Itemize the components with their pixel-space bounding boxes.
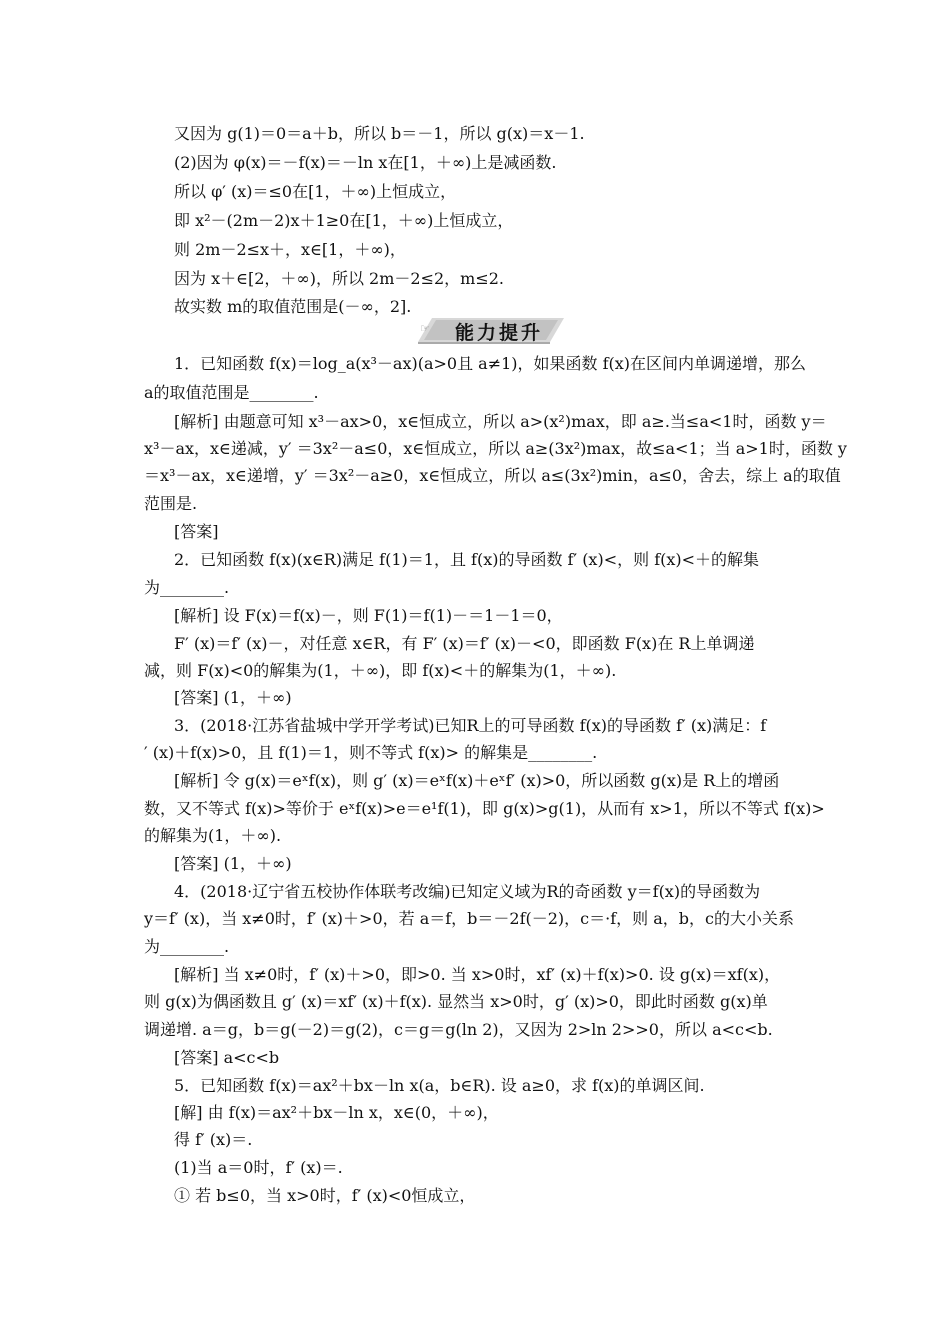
analysis-line: 减，则 F(x)<0的解集为(1，＋∞)，即 f(x)<＋的解集为(1，＋∞). xyxy=(144,661,617,680)
solution-line: 得 f′ (x)＝. xyxy=(174,1130,253,1149)
analysis-line: [解析] 由题意可知 x³－ax>0，x∈恒成立，所以 a>(x²)max，即 a≥.当≤a<1时，函数 y＝ xyxy=(174,412,827,431)
problem-line: 4．(2018·辽宁省五校协作体联考改编)已知定义域为R的奇函数 y＝f(x)的导函数为 xyxy=(174,882,761,901)
svg-text:☞: ☞ xyxy=(420,322,430,335)
analysis-line: 数，又不等式 f(x)>等价于 eˣf(x)>e＝e¹f(1)，即 g(x)>g(1)，从而有 x>1，所以不等式 f(x)> xyxy=(144,799,825,818)
problem-line: y＝f′ (x)，当 x≠0时，f′ (x)＋>0，若 a＝f，b＝－2f(－2)，c＝·f，则 a，b，c的大小关系 xyxy=(144,909,794,928)
answer-line: [答案] a<c<b xyxy=(174,1048,280,1067)
problem-line: ′ (x)＋f(x)>0，且 f(1)＝1，则不等式 f(x)> 的解集是________. xyxy=(144,743,598,762)
problem-line: 为________. xyxy=(144,937,230,956)
solution-line: 所以 φ′ (x)＝≤0在[1，＋∞)上恒成立， xyxy=(174,182,457,201)
problem-line: 3．(2018·江苏省盐城中学开学考试)已知R上的可导函数 f(x)的导函数 f′ (x)满足：f xyxy=(174,716,767,735)
analysis-line: 调递增. a＝g，b＝g(－2)＝g(2)，c＝g＝g(ln 2)，又因为 2>ln 2>>0，所以 a<c<b. xyxy=(144,1020,773,1039)
answer-line: [答案] xyxy=(174,522,219,541)
section-banner xyxy=(418,316,564,344)
solution-line: 因为 x＋∈[2，＋∞)，所以 2m－2≤2，m≤2. xyxy=(174,269,504,288)
solution-line: 则 2m－2≤x＋，x∈[1，＋∞)， xyxy=(174,240,406,259)
problem-line: a的取值范围是________. xyxy=(144,383,319,402)
solution-line: (1)当 a＝0时，f′ (x)＝. xyxy=(174,1158,343,1177)
answer-line: [答案] (1，＋∞) xyxy=(174,854,292,873)
answer-line: [答案] (1，＋∞) xyxy=(174,688,292,707)
solution-line: (2)因为 φ(x)＝－f(x)＝－ln x在[1，＋∞)上是减函数. xyxy=(174,153,557,172)
problem-line: 1．已知函数 f(x)＝log_a(x³－ax)(a>0且 a≠1)，如果函数 f(x)在区间内单调递增，那么 xyxy=(174,354,807,373)
solution-line: [解] 由 f(x)＝ax²＋bx－ln x，x∈(0，＋∞)， xyxy=(174,1103,499,1122)
analysis-line: [解析] 当 x≠0时，f′ (x)＋>0，即>0. 当 x>0时，xf′ (x)＋f(x)>0. 设 g(x)＝xf(x)， xyxy=(174,965,781,984)
analysis-line: 则 g(x)为偶函数且 g′ (x)＝xf′ (x)＋f(x). 显然当 x>0时，g′ (x)>0，即此时函数 g(x)单 xyxy=(144,992,768,1011)
analysis-line: [解析] 设 F(x)＝f(x)－，则 F(1)＝f(1)－＝1－1＝0， xyxy=(174,606,563,625)
analysis-line: x³－ax，x∈递减，y′ ＝3x²－a≤0，x∈恒成立，所以 a≥(3x²)max，故≤a<1；当 a>1时，函数 y xyxy=(144,439,847,458)
solution-line: 又因为 g(1)＝0＝a＋b，所以 b＝－1，所以 g(x)＝x－1. xyxy=(174,124,585,143)
section-title: 能力提升 xyxy=(454,322,543,344)
analysis-line: [解析] 令 g(x)＝eˣf(x)，则 g′ (x)＝eˣf(x)＋eˣf′ (x)>0，所以函数 g(x)是 R上的增函 xyxy=(174,771,780,790)
problem-line: 为________. xyxy=(144,578,230,597)
solution-line: 故实数 m的取值范围是(－∞，2]. xyxy=(174,297,412,316)
solution-line: 即 x²－(2m－2)x＋1≥0在[1，＋∞)上恒成立， xyxy=(174,211,514,230)
analysis-line: F′ (x)＝f′ (x)－，对任意 x∈R，有 F′ (x)＝f′ (x)－<0，即函数 F(x)在 R上单调递 xyxy=(174,634,755,653)
analysis-line: 范围是. xyxy=(144,494,198,513)
analysis-line: 的解集为(1，＋∞). xyxy=(144,826,282,845)
analysis-line: ＝x³－ax，x∈递增，y′ ＝3x²－a≥0，x∈恒成立，所以 a≤(3x²)min，a≤0，舍去，综上 a的取值 xyxy=(144,466,841,485)
problem-line: 5．已知函数 f(x)＝ax²＋bx－ln x(a，b∈R). 设 a≥0，求 f(x)的单调区间. xyxy=(174,1076,705,1095)
solution-line: ① 若 b≤0，当 x>0时，f′ (x)<0恒成立， xyxy=(174,1186,476,1205)
problem-line: 2．已知函数 f(x)(x∈R)满足 f(1)＝1，且 f(x)的导函数 f′ (x)<，则 f(x)<＋的解集 xyxy=(174,550,760,569)
